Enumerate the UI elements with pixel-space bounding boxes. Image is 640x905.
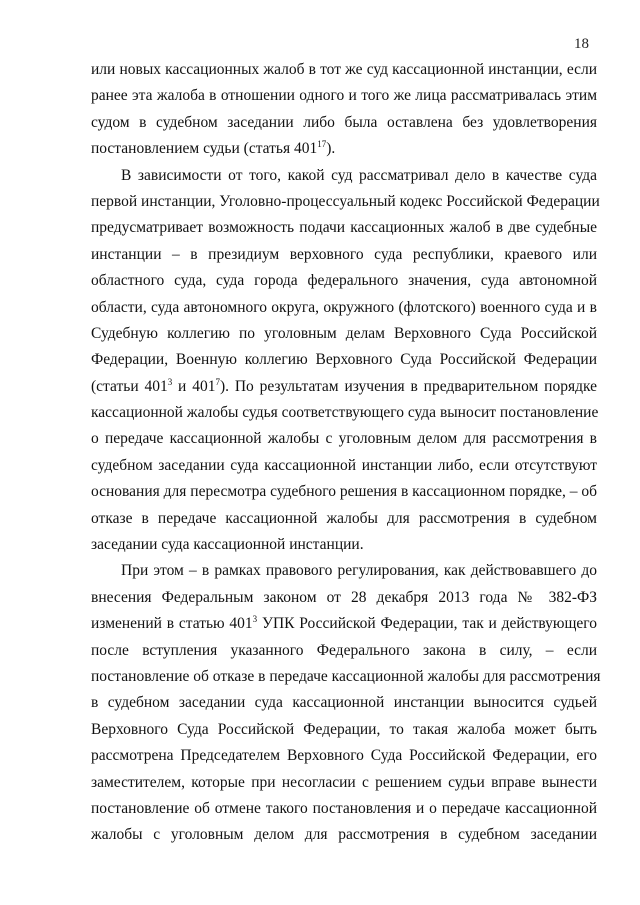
text-line [91, 189, 600, 215]
line-text: кассационной жалобы судья соответствующего суда выносит постановление [91, 404, 599, 422]
line-text: постановлением судьи (статья 401 [91, 140, 318, 158]
text-line [91, 295, 597, 321]
line-text: предусматривает возможность подачи кассационных жалоб в две судебные [91, 219, 597, 237]
superscript: 3 [252, 614, 258, 625]
text-line [91, 57, 597, 83]
text-line [91, 163, 597, 189]
text-line [91, 611, 597, 637]
text-line [91, 242, 597, 268]
text-line [91, 347, 597, 373]
line-text: инстанции – в президиум верховного суда республики, краевого или [91, 245, 597, 263]
superscript: 3 [167, 376, 173, 387]
text-line [91, 770, 597, 796]
text-line [91, 638, 597, 664]
text-line [91, 717, 597, 743]
line-text: постановление об отмене такого постановления и о передаче кассационной [91, 799, 597, 817]
text-line [91, 532, 597, 558]
text-line [91, 374, 597, 400]
line-text: отказе в передаче кассационной жалобы для рассмотрения в судебном [91, 509, 597, 527]
text-line [91, 321, 597, 347]
line-text: В зависимости от того, какой суд рассматривал дело в качестве суда [121, 166, 597, 184]
text-line [91, 479, 597, 505]
line-text: заместителем, которые при несогласии с решением судьи вправе вынести [91, 773, 597, 791]
text-line [91, 585, 597, 611]
superscript: 7 [215, 376, 220, 387]
text-line [91, 136, 597, 162]
line-text: Судебную коллегию по уголовным делам Верховного Суда Российской [91, 324, 597, 342]
text-line [91, 796, 597, 822]
text-line [91, 743, 597, 769]
text-line [91, 110, 597, 136]
line-text: основания для пересмотра судебного решения в кассационном порядке, – об [91, 483, 598, 501]
line-text-after: ). По результатам изучения в предварительном порядке [219, 377, 598, 395]
line-text: Верховного Суда Российской Федерации, то такая жалоба может быть [91, 720, 597, 738]
line-text: внесения Федеральным законом от 28 декабря 2013 года № 382-ФЗ [91, 588, 597, 606]
text-line [91, 83, 597, 109]
line-text: При этом – в рамках правового регулирования, как действовавшего до [121, 562, 597, 580]
superscript: 17 [317, 139, 327, 150]
line-text: о передаче кассационной жалобы с уголовным делом для рассмотрения в [91, 430, 597, 448]
text-line [91, 506, 597, 532]
line-text: постановление об отказе в передаче кассационной жалобы для рассмотрения [91, 667, 601, 685]
line-text: жалобы с уголовным делом для рассмотрения в судебном заседании [91, 826, 597, 844]
text-line [91, 690, 597, 716]
line-text-after: ). [326, 140, 336, 158]
line-text: или новых кассационных жалоб в тот же суд кассационной инстанции, если [91, 61, 597, 78]
page-number: 18 [574, 36, 589, 52]
line-text: заседании суда кассационной инстанции. [91, 536, 364, 554]
line-text: (статьи 401 [91, 377, 168, 395]
line-text: первой инстанции, Уголовно-процессуальный кодекс Российской Федерации [91, 192, 600, 210]
text-line [91, 268, 597, 294]
text-line [91, 426, 597, 452]
line-text-after: УПК Российской Федерации, так и действующего [257, 615, 597, 633]
line-text: после вступления указанного Федерального закона в силу, – если [91, 641, 597, 659]
text-line [91, 400, 597, 426]
line-text: изменений в статью 401 [91, 615, 253, 633]
text-line [91, 558, 597, 584]
text-line [91, 215, 597, 241]
text-line [91, 664, 601, 690]
text-line [91, 453, 597, 479]
line-text-mid: и 401 [172, 377, 216, 395]
line-text: ранее эта жалоба в отношении одного и того же лица рассматривалась этим [91, 87, 597, 105]
line-text: Федерации, Военную коллегию Верховного Суда Российской Федерации [91, 351, 597, 369]
line-text: областного суда, суда города федерального значения, суда автономной [91, 272, 597, 290]
line-text: судебном заседании суда кассационной инстанции либо, если отсутствуют [91, 456, 597, 474]
line-text: рассмотрена Председателем Верховного Суда Российской Федерации, его [91, 747, 597, 765]
text-line [91, 822, 597, 848]
line-text: области, суда автономного округа, окружного (флотского) военного суда и в [91, 298, 597, 316]
line-text: судом в судебном заседании либо была оставлена без удовлетворения [91, 113, 597, 131]
line-text: в судебном заседании суда кассационной инстанции выносится судьей [91, 694, 597, 712]
document-body [91, 57, 601, 849]
